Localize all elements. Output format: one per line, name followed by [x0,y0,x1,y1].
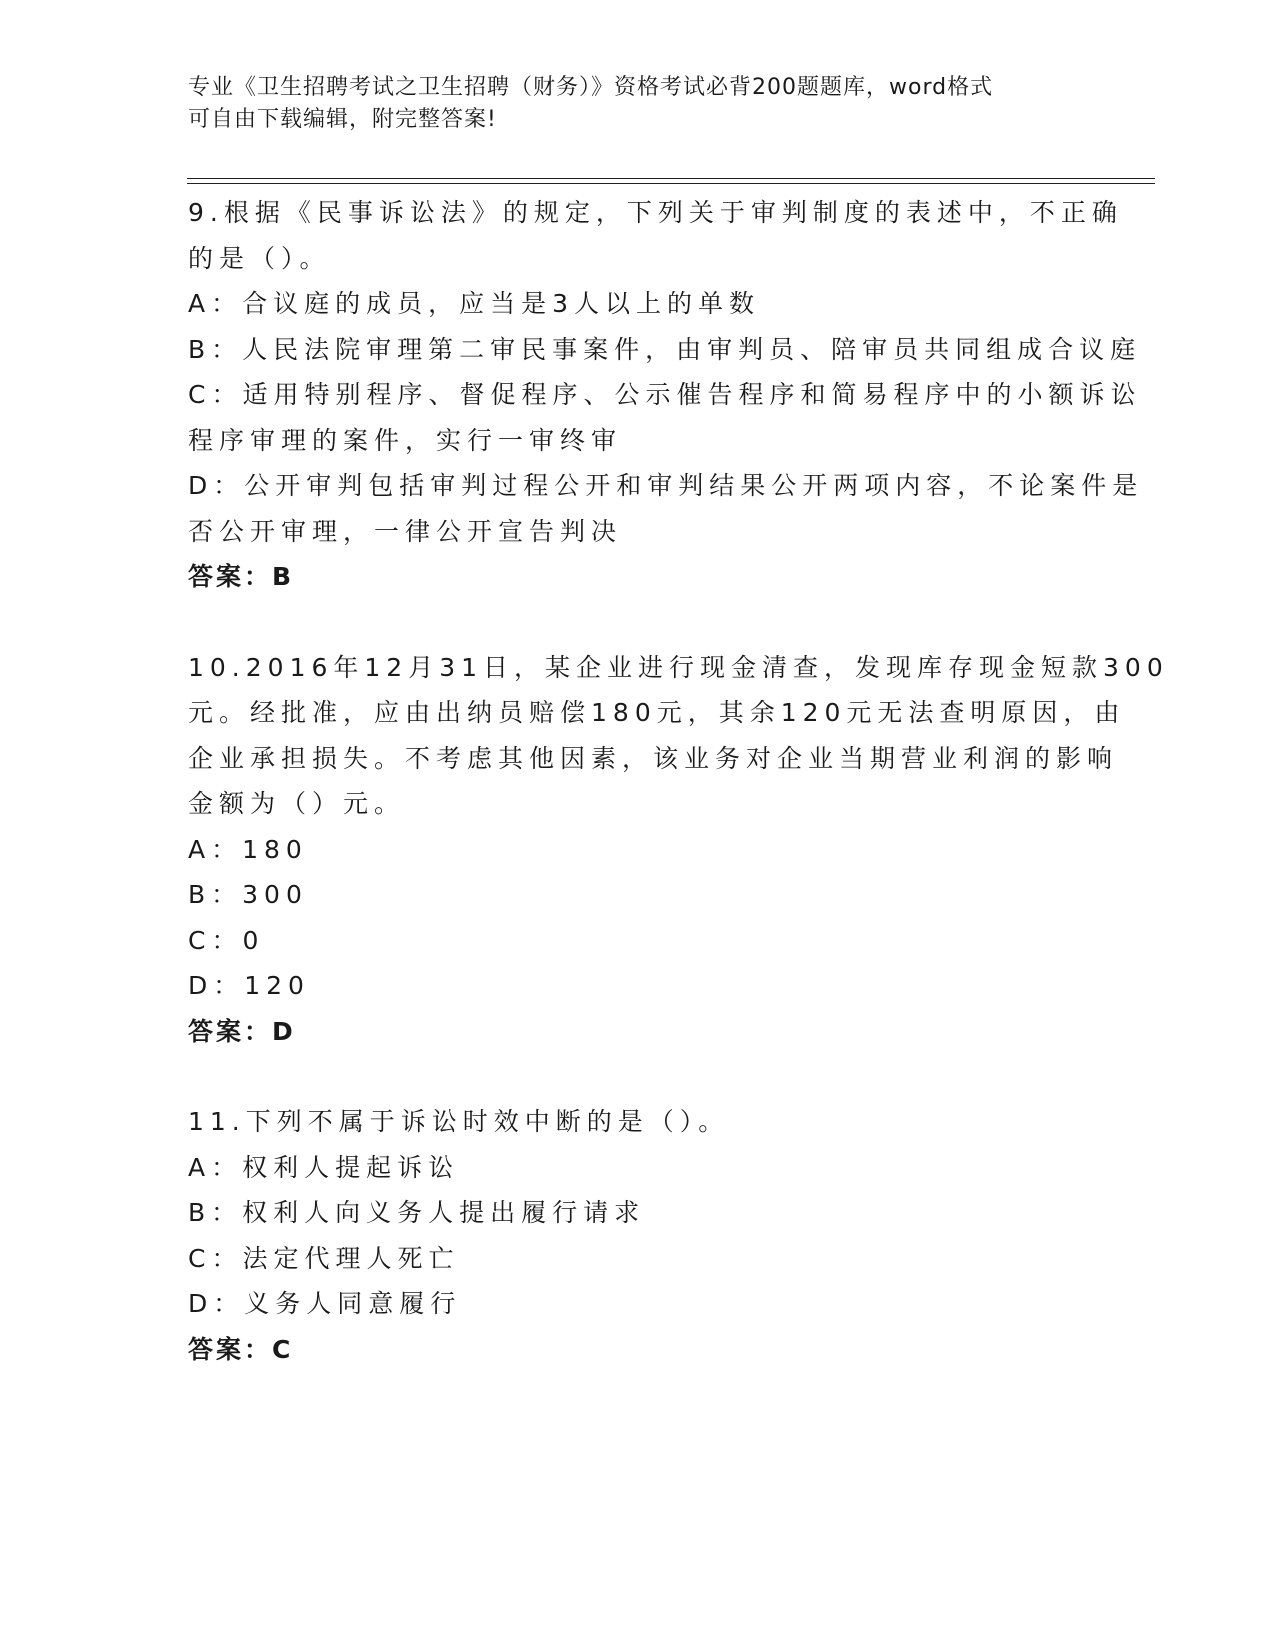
question-stem-line: 金额为（）元。 [188,789,406,818]
header-line-2: 可自由下载编辑，附完整答案! [188,107,497,132]
question-stem-line: 的是（）。 [188,243,331,273]
option-line: C：0 [188,925,265,955]
question-stem-line: 企业承担损失。不考虑其他因素，该业务对企业当期营业利润的影响 [188,743,1119,773]
option-line: C：法定代理人死亡 [188,1243,460,1273]
option-line: C：适用特别程序、督促程序、公示催告程序和简易程序中的小额诉讼 [188,380,1142,409]
option-line: A：180 [188,834,308,864]
question-stem-line: 10.2016年12月31日，某企业进行现金清查，发现库存现金短款300 [188,652,1169,682]
option-line: D：义务人同意履行 [188,1289,462,1318]
question-list [188,190,1169,1417]
option-line: D：120 [188,971,310,1000]
option-line: B：人民法院审理第二审民事案件，由审判员、陪审员共同组成合议庭 [188,334,1142,364]
header-line-1: 专业《卫生招聘考试之卫生招聘（财务）》资格考试必背200题题库，word格式 [188,75,994,100]
question-stem-line: 11.下列不属于诉讼时效中断的是（）。 [188,1107,730,1136]
option-line: 否公开审理，一律公开宣告判决 [188,516,623,546]
answer-label: 答案：C [188,1334,294,1364]
question-11 [188,1099,1108,1372]
option-line: D：公开审判包括审判过程公开和审判结果公开两项内容，不论案件是 [188,471,1144,500]
header-rule-top [187,178,1155,179]
option-line: B：300 [188,880,308,909]
header-rule-bottom [187,183,1155,184]
option-line: 程序审理的案件，实行一审终审 [188,425,623,455]
document-header [188,72,1088,136]
option-line: A：权利人提起诉讼 [188,1152,460,1182]
option-line: B：权利人向义务人提出履行请求 [188,1198,646,1227]
question-stem-line: 元。经批准，应由出纳员赔偿180元，其余120元无法查明原因，由 [188,698,1126,727]
option-line: A：合议庭的成员，应当是3人以上的单数 [188,289,761,318]
answer-label: 答案：D [188,1016,296,1046]
question-9 [188,190,1144,600]
question-stem-line: 9.根据《民事诉讼法》的规定，下列关于审判制度的表述中，不正确 [188,198,1123,227]
question-10 [188,645,1169,1055]
answer-label: 答案：B [188,562,295,591]
